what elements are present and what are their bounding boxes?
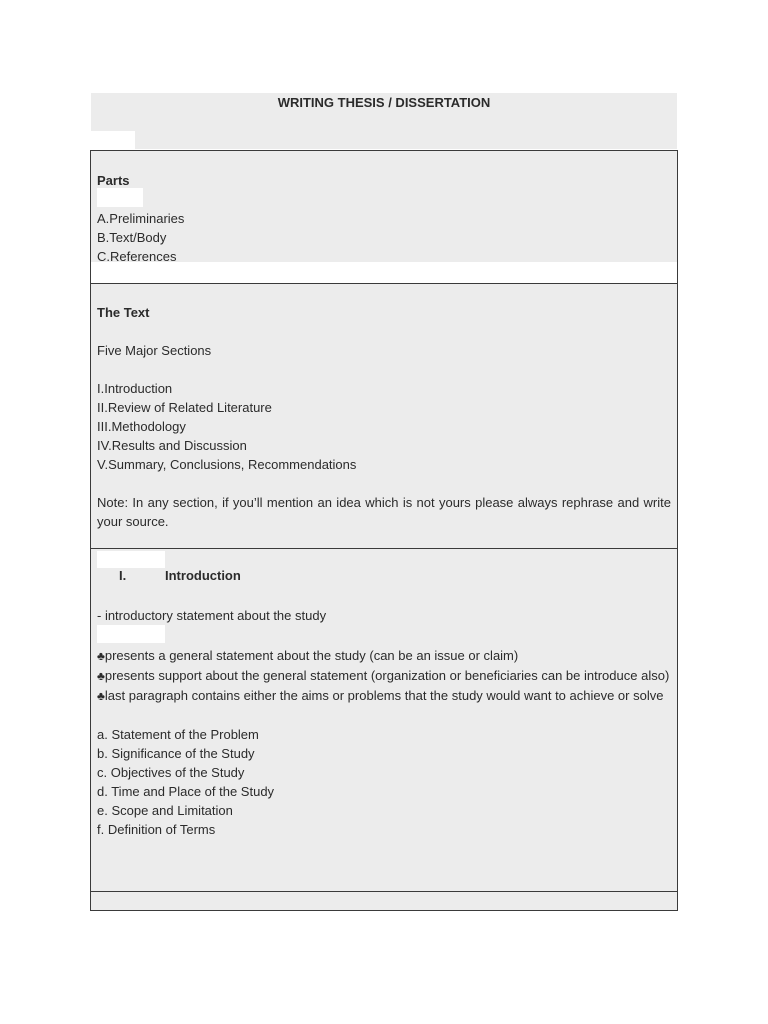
intro-bullet: ♣presents a general statement about the study (can be an issue or claim) — [97, 648, 519, 663]
text-section-heading: The Text — [97, 305, 150, 320]
club-icon: ♣ — [97, 669, 105, 683]
parts-heading: Parts — [97, 173, 130, 188]
intro-subsection: c. Objectives of the Study — [97, 765, 245, 780]
intro-subsection: b. Significance of the Study — [97, 746, 255, 761]
intro-subsection: f. Definition of Terms — [97, 822, 216, 837]
club-icon: ♣ — [97, 649, 105, 663]
club-icon: ♣ — [97, 689, 105, 703]
intro-subsection: d. Time and Place of the Study — [97, 784, 275, 799]
major-section-item: I.Introduction — [97, 381, 173, 396]
text-section-cell — [91, 284, 677, 549]
parts-item: A.Preliminaries — [97, 211, 185, 226]
intro-white-tab — [97, 625, 165, 643]
document-title: WRITING THESIS / DISSERTATION — [277, 95, 491, 110]
empty-cell — [91, 892, 677, 910]
intro-bullet: ♣presents support about the general statement (organization or beneficiaries can be introduce also) — [97, 668, 670, 683]
intro-subsection: a. Statement of the Problem — [97, 727, 259, 742]
title-bar — [91, 93, 677, 149]
introduction-title: Introduction — [165, 568, 241, 583]
parts-white-tab — [97, 188, 143, 207]
introduction-number: I. — [119, 568, 127, 583]
parts-item: C.References — [97, 249, 177, 264]
intro-bullet: ♣last paragraph contains either the aims or problems that the study would want to achieve or solve — [97, 688, 664, 703]
text-section-note: Note: In any section, if you’ll mention an idea which is not yours please always rephrase and write your source. — [97, 495, 671, 529]
content-table — [90, 150, 678, 911]
parts-item: B.Text/Body — [97, 230, 167, 245]
introduction-cell — [91, 549, 677, 892]
introduction-heading — [97, 568, 671, 587]
parts-cell — [91, 151, 677, 284]
title-notch — [91, 131, 135, 149]
intro-white-tab — [97, 551, 165, 568]
text-section-subheading: Five Major Sections — [97, 343, 212, 358]
major-section-item: II.Review of Related Literature — [97, 400, 272, 415]
major-section-item: V.Summary, Conclusions, Recommendations — [97, 457, 357, 472]
major-section-item: III.Methodology — [97, 419, 186, 434]
introduction-summary: - introductory statement about the study — [97, 608, 327, 623]
major-section-item: IV.Results and Discussion — [97, 438, 247, 453]
intro-subsection: e. Scope and Limitation — [97, 803, 233, 818]
